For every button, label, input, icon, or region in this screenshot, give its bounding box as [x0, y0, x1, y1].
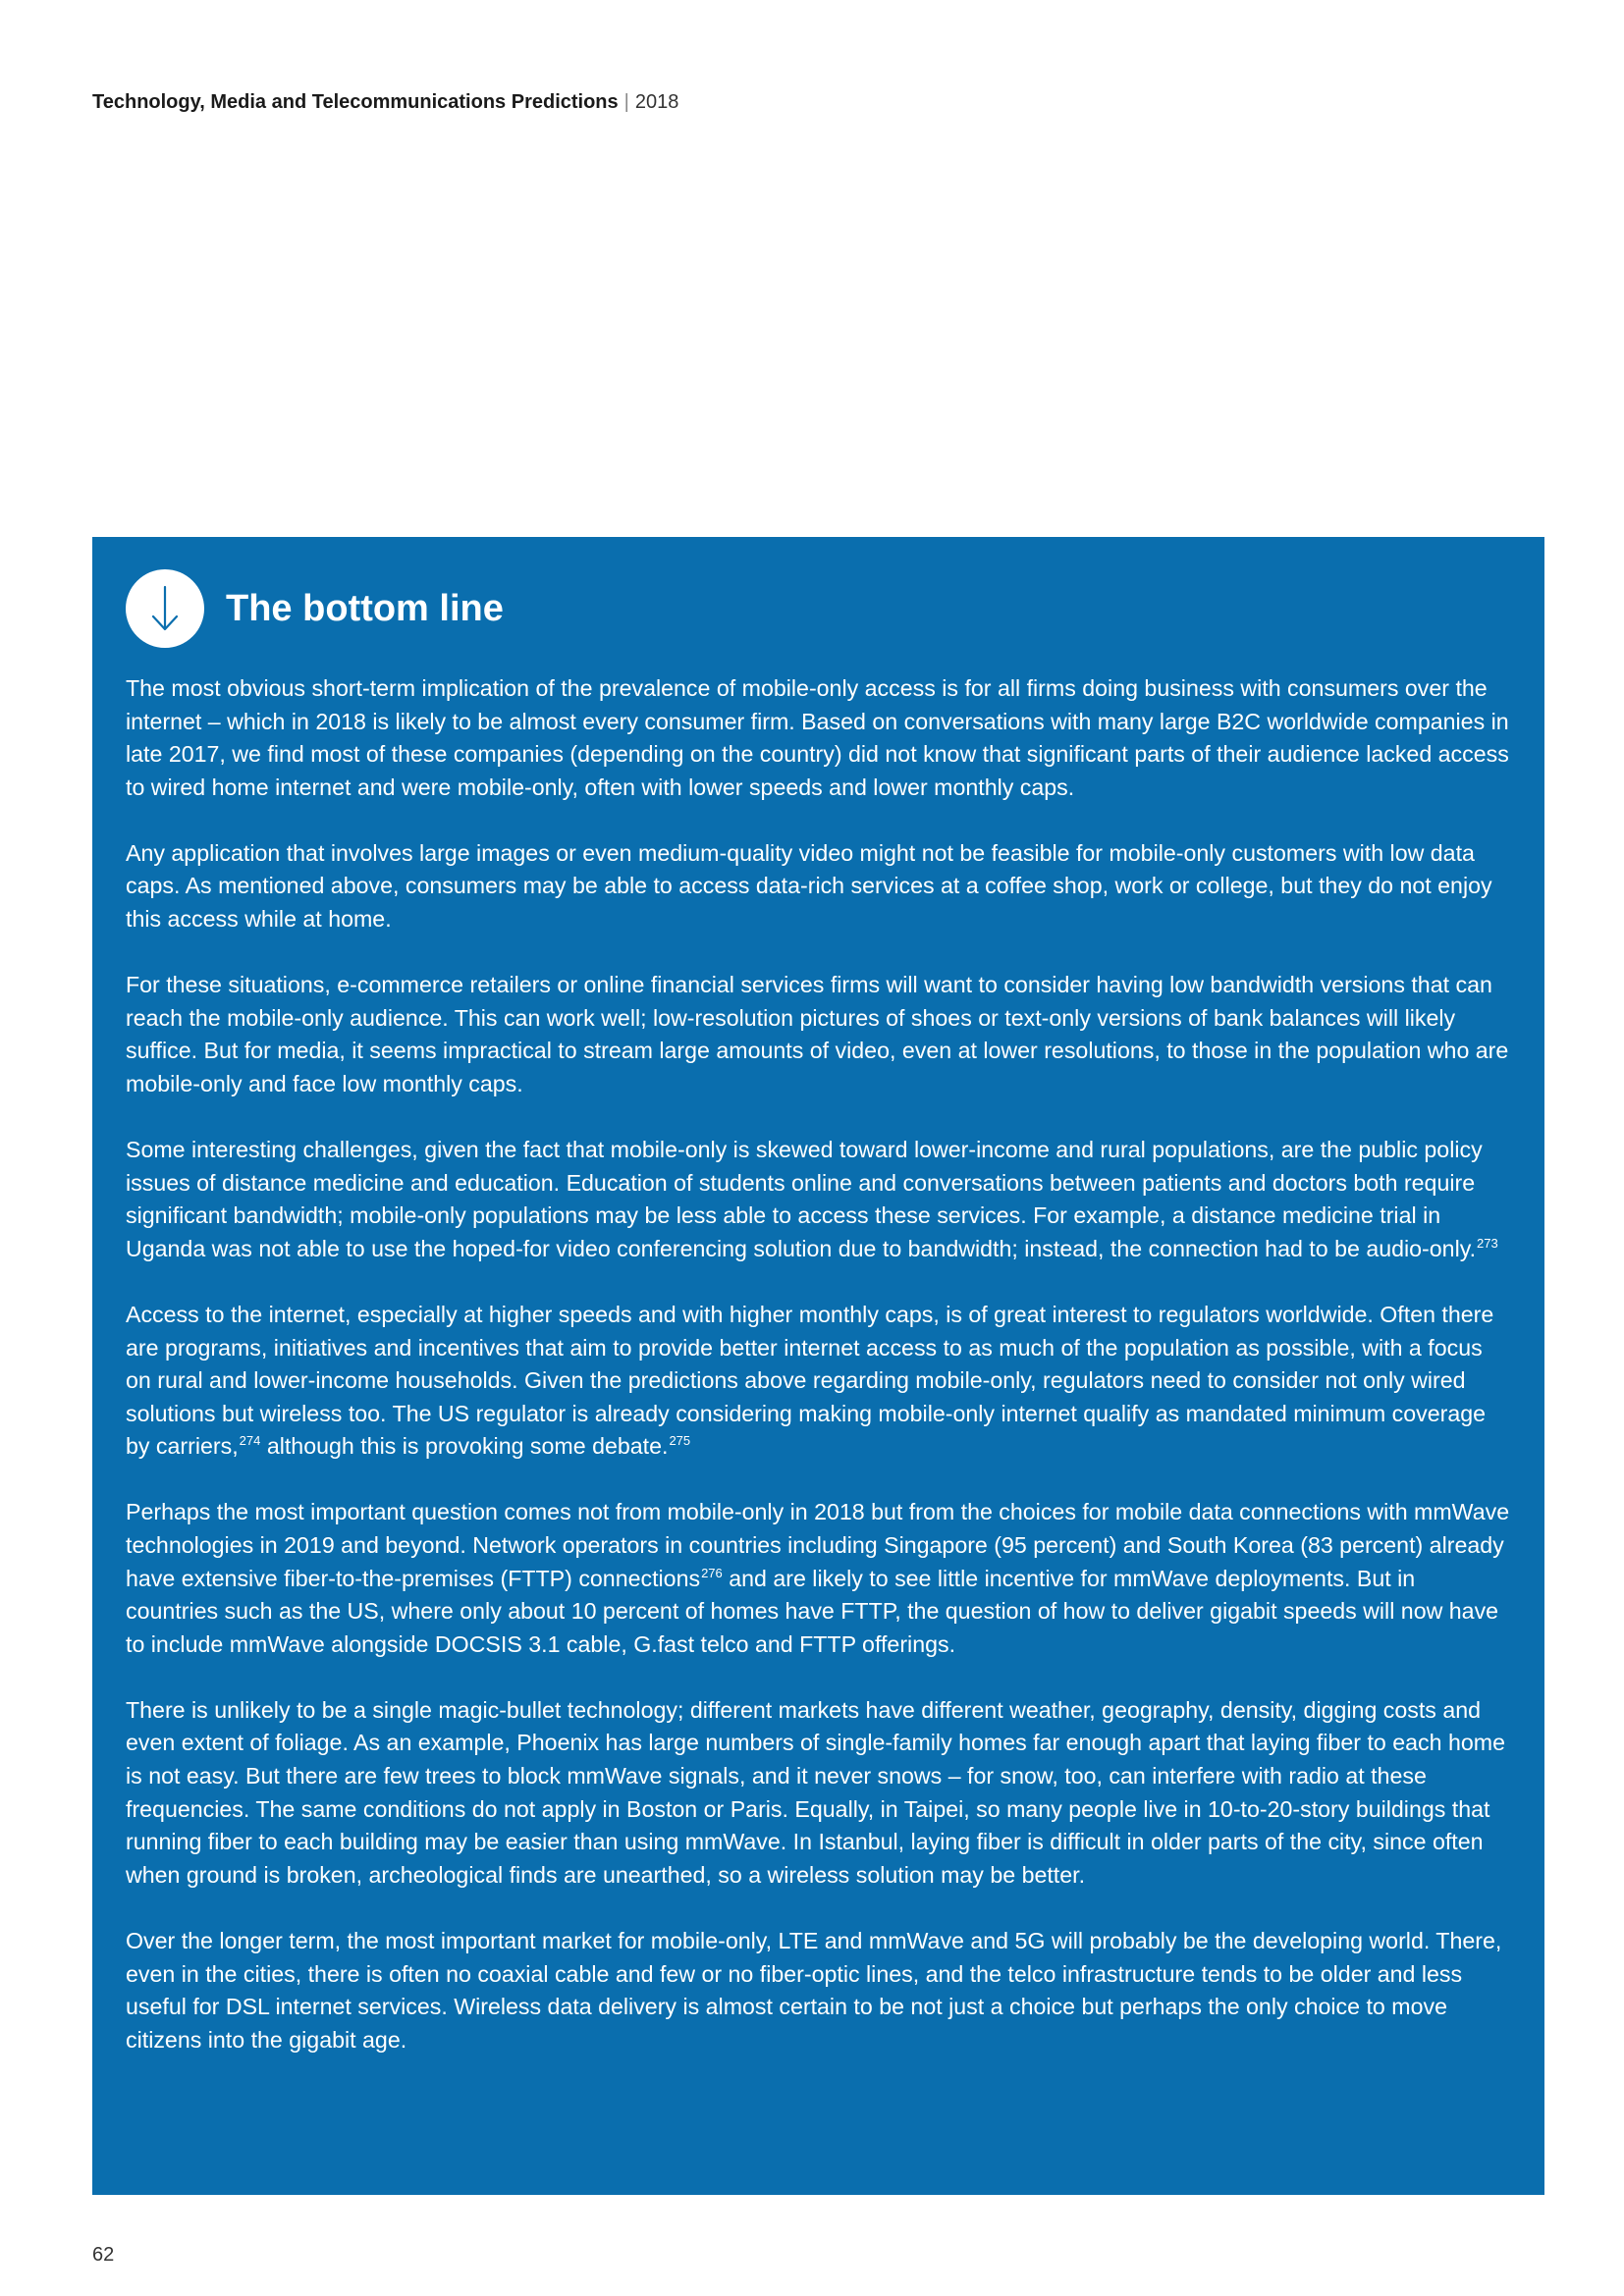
footnote-ref[interactable]: 275 — [669, 1433, 691, 1449]
page-number: 62 — [92, 2244, 115, 2266]
footnote-ref[interactable]: 274 — [239, 1433, 261, 1449]
paragraph-text: Some interesting challenges, given the fact that mobile-only is skewed toward lower-income and rural populations, are the public policy issues of distance medicine and education. Education of students online and conversations between patients and doctors both require significant bandwidth; mobile-only populations may be less able to access these services. For example, a distance medicine trial in Uganda was not able to use the hoped-for video conferencing solution due to bandwidth; instead, the connection had to be audio-only. — [126, 1137, 1483, 1261]
report-title: Technology, Media and Telecommunications Predictions — [92, 91, 619, 113]
report-year: 2018 — [634, 91, 679, 113]
box-heading — [126, 569, 1511, 648]
body-paragraph — [126, 1134, 1511, 1265]
paragraph-text: and are likely to see little incentive for mmWave deployments. But in countries such as the US, where only about 10 percent of homes have FTTP, the question of how to deliver gigabit speeds will now have to include mmWave alongside DOCSIS 3.1 cable, G.fast telco and FTTP offerings. — [126, 1565, 1499, 1657]
body-paragraph — [126, 1925, 1511, 2056]
body-paragraph — [126, 837, 1511, 936]
paragraph-text: Over the longer term, the most important market for mobile-only, LTE and mmWave and 5G will probably be the developing world. There, even in the cities, there is often no coaxial cable and few or no fiber-optic lines, and the telco infrastructure tends to be older and less useful for DSL internet services. Wireless data delivery is almost certain to be not just a choice but perhaps the only choice to move citizens into the gigabit age. — [126, 1927, 1502, 2053]
paragraph-text: Access to the internet, especially at higher speeds and with higher monthly caps, is of great interest to regulators worldwide. Often there are programs, initiatives and incentives that aim to provide better internet access to as much of the population as possible, with a focus on rural and lower-income households. Given the predictions above regarding mobile-only, regulators need to consider not only wired solutions but wireless too. The US regulator is already considering making mobile-only internet qualify as mandated minimum coverage by carriers, — [126, 1301, 1494, 1460]
paragraph-text: The most obvious short-term implication of the prevalence of mobile-only access is for all firms doing business with consumers over the internet – which in 2018 is likely to be almost every consumer firm. Based on conversations with many large B2C worldwide companies in late 2017, we find most of these companies (depending on the country) did not know that significant parts of their audience lacked access to wired home internet and were mobile-only, often with lower speeds and lower monthly caps. — [126, 675, 1509, 800]
box-body — [126, 672, 1511, 2056]
paragraph-text: Perhaps the most important question comes not from mobile-only in 2018 but from the choices for mobile data connections with mmWave technologies in 2019 and beyond. Network operators in countries including Singapore (95 percent) and South Korea (83 percent) already have extensive fiber-to-the-premises (FTTP) connections — [126, 1499, 1510, 1591]
body-paragraph — [126, 1299, 1511, 1464]
arrow-down-icon — [126, 569, 204, 648]
paragraph-text: although this is provoking some debate. — [260, 1433, 669, 1460]
bottom-line-box — [92, 537, 1544, 2195]
footnote-ref[interactable]: 276 — [701, 1565, 723, 1580]
body-paragraph — [126, 1496, 1511, 1661]
box-title: The bottom line — [226, 588, 504, 629]
footnote-ref[interactable]: 273 — [1477, 1235, 1498, 1251]
paragraph-text: For these situations, e-commerce retailers or online financial services firms will want to consider having low bandwidth versions that can reach the mobile-only audience. This can work well; low-resolution pictures of shoes or text-only versions of bank balances will likely suffice. But for media, it seems impractical to stream large amounts of video, even at lower resolutions, to those in the population who are mobile-only and face low monthly caps. — [126, 972, 1509, 1096]
body-paragraph — [126, 969, 1511, 1100]
running-header — [92, 88, 678, 116]
paragraph-text: There is unlikely to be a single magic-bullet technology; different markets have different weather, geography, density, digging costs and even extent of foliage. As an example, Phoenix has large numbers of single-family homes far enough apart that laying fiber to each home is not easy. But there are few trees to block mmWave signals, and it never snows – for snow, too, can interfere with radio at these frequencies. The same conditions do not apply in Boston or Paris. Equally, in Taipei, so many people live in 10-to-20-story buildings that running fiber to each building may be easier than using mmWave. In Istanbul, laying fiber is difficult in older parts of the city, since often when ground is broken, archeological finds are unearthed, so a wireless solution may be better. — [126, 1696, 1505, 1888]
body-paragraph — [126, 1694, 1511, 1893]
header-separator: | — [623, 91, 629, 113]
paragraph-text: Any application that involves large images or even medium-quality video might not be feasible for mobile-only customers with low data caps. As mentioned above, consumers may be able to access data-rich services at a coffee shop, work or college, but they do not enjoy this access while at home. — [126, 839, 1492, 933]
body-paragraph — [126, 672, 1511, 804]
